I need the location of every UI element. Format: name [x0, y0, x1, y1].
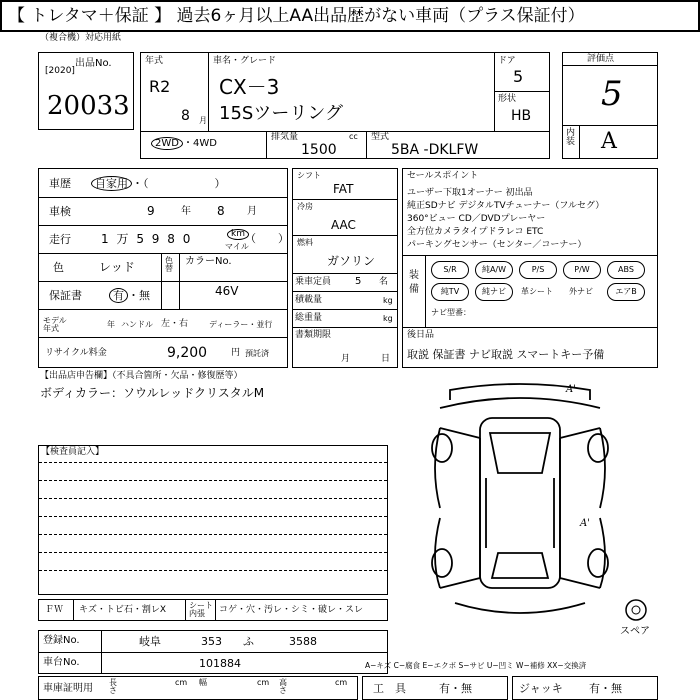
dealer-label: ディーラー・並行 [209, 320, 273, 329]
lot-year: [2020] [45, 66, 75, 76]
cert-length-unit: cm [175, 678, 188, 687]
docs-day-unit: 日 [381, 354, 391, 364]
model-name: CX－3 [219, 75, 280, 99]
recycle-label: リサイクル料金 [45, 348, 107, 358]
load-label: 積載量 [295, 295, 323, 305]
inspection-year: 9 [147, 204, 155, 218]
registration-box [38, 630, 388, 674]
color-change-label: 色替 [165, 256, 173, 273]
inspection-month: 8 [217, 204, 225, 218]
diagram-note-side: A' [580, 518, 590, 529]
displacement-unit: cc [349, 132, 358, 141]
handle-label: ハンドル [121, 320, 153, 329]
sales-line: パーキングセンサー（センター／コーナー） [407, 240, 587, 250]
equip-navi: 純ナビ [475, 283, 513, 301]
tools-box [362, 676, 508, 700]
lot-label: 出品No. [75, 58, 112, 69]
recycle-note: 預託済 [245, 349, 269, 358]
history-value: 自家用 ・（ ） [91, 178, 226, 189]
month-unit: 月 [199, 116, 207, 125]
era: R2 [149, 77, 171, 96]
equip-tv: 純TV [431, 283, 469, 301]
navi-model-label: ナビ型番： [431, 308, 471, 317]
capacity-label: 乗車定員 [295, 277, 332, 287]
displacement-label: 排気量 [271, 132, 299, 142]
shift-label: シフト [297, 171, 321, 180]
color-code: 46V [215, 284, 239, 298]
name-label: 車名・グレード [213, 56, 277, 66]
inspection-year-unit: 年 [181, 206, 191, 217]
shift-value: FAT [333, 182, 354, 196]
mileage-paren: （ ） [245, 232, 289, 245]
displacement: 1500 [301, 142, 337, 158]
after-items: 取説 保証書 ナビ取説 スマートキー予備 [407, 348, 605, 361]
load-unit: kg [383, 296, 393, 305]
sales-line: ユーザー下取1オーナー 初出品 [407, 188, 533, 198]
equip-leather: 革シート [521, 287, 553, 296]
damage-legend: A−キズ C−腐食 E−エクボ S−サビ U−凹ミ W−補修 XX−交換済 [365, 661, 587, 670]
warranty-has: 有 [109, 288, 128, 303]
lot-box [38, 52, 134, 130]
shape: HB [511, 108, 532, 124]
capacity-value: 5 [355, 276, 362, 287]
doors-label: ドア [498, 56, 516, 66]
header-title: 【 トレタマ＋保証 】 過去6ヶ月以上AA出品歴がない車両（プラス保証付） [8, 6, 585, 26]
doors: 5 [513, 67, 524, 86]
inspection-label: 車検 [49, 205, 71, 218]
equip-ext-navi: 外ナビ [569, 287, 593, 296]
sales-label: セールスポイント [407, 171, 479, 181]
seat-label: シート内張 [189, 601, 213, 618]
garage-cert-box [38, 676, 358, 700]
score-title: 評価点 [587, 54, 615, 64]
chassis-number: 101884 [199, 657, 241, 670]
equipment-label: 装備 [409, 270, 419, 295]
registration-number: 3588 [289, 635, 317, 648]
shape-label: 形状 [498, 94, 517, 104]
diagram-note-front: A' [566, 384, 576, 395]
docs-label: 書類期限 [295, 330, 332, 340]
equip-airbag: エアB [607, 283, 645, 301]
drive-2wd: 2WD [151, 137, 183, 150]
after-label: 後日品 [407, 330, 435, 340]
ac-label: 冷房 [297, 202, 313, 211]
mileage-value: 1 万 5 9 8 0 [101, 232, 193, 246]
jack-box [512, 676, 658, 700]
fuel-label: 燃料 [297, 238, 313, 247]
seller-notes-label: 【出品店申告欄】（不具合箇所・欠品・修復歴等） [40, 371, 243, 381]
model-year-unit: 年 [107, 320, 115, 329]
fw-text: キズ・トビ石・割レX [79, 605, 166, 615]
month: 8 [181, 108, 190, 124]
model-year-label: モデル年式 [43, 316, 67, 333]
form-subtitle: （複合機）対応用紙 [40, 33, 122, 43]
garage-cert-label: 車庫証明用 [43, 683, 93, 694]
ac-value: AAC [331, 218, 356, 232]
right-box [402, 168, 658, 368]
cert-width-unit: cm [257, 678, 270, 687]
vehicle-box [140, 52, 550, 159]
chassis-label: 車台No. [43, 657, 80, 668]
type-label: 型式 [371, 132, 390, 142]
handle-value: 左・右 [161, 319, 189, 329]
cert-height: 高さ [279, 678, 287, 695]
jack-label: ジャッキ [519, 682, 563, 695]
color-value: レッド [99, 260, 135, 274]
registration-label: 登録No. [43, 635, 80, 646]
inspector-label: 【検査員記入】 [41, 447, 105, 457]
recycle-amount: 9,200 [167, 345, 208, 361]
mileage-unit: km [227, 229, 249, 240]
equip-power-windows: P/W [563, 261, 601, 279]
mileage-unit2: マイル [225, 242, 249, 251]
model-type: 5BA -DKLFW [391, 142, 479, 158]
interior-label: 内装 [566, 128, 576, 147]
equip-abs: ABS [607, 261, 645, 279]
car-diagram [420, 378, 620, 628]
capacity-unit: 名 [379, 277, 389, 287]
equip-power-steering: P/S [519, 261, 557, 279]
seat-text: コゲ・穴・汚レ・シミ・破レ・スレ [219, 605, 364, 615]
score-box [562, 52, 658, 159]
warranty-value: 有 ・無 [109, 290, 150, 301]
sales-line: 360°ビュー CD／DVDプレーヤー [407, 214, 546, 224]
year-label: 年式 [145, 56, 164, 66]
details-box [38, 168, 288, 368]
sales-line: 全方位カメラタイプドラレコ ETC [407, 227, 544, 237]
equip-alloy-wheels: 純A/W [475, 261, 513, 279]
fuel-value: ガソリン [327, 254, 376, 268]
equip-sunroof: S/R [431, 261, 469, 279]
grade: 15Sツーリング [219, 103, 343, 124]
tools-value: 有・無 [439, 682, 472, 695]
cert-length: 長さ [109, 678, 117, 695]
interior-score: A [601, 129, 617, 154]
sales-line: 純正SDナビ デジタルTVチューナー（フルセグ） [407, 201, 605, 211]
body-color-note: ボディカラー：ソウルレッドクリスタルM [40, 386, 265, 400]
registration-class: 353 [201, 635, 222, 648]
header-banner [0, 0, 700, 32]
drive-4wd: ・4WD [182, 138, 217, 149]
inspection-month-unit: 月 [247, 206, 257, 217]
docs-month-unit: 月 [341, 354, 351, 364]
cert-height-unit: cm [335, 678, 348, 687]
drive-type [151, 139, 217, 149]
recycle-unit: 円 [231, 348, 241, 358]
tools-label: 工 具 [373, 682, 406, 695]
cert-width: 幅 [199, 678, 207, 687]
mileage-label: 走行 [49, 233, 71, 246]
lot-number: 20033 [47, 91, 130, 121]
registration-pref: 岐阜 [139, 635, 161, 648]
history-label: 車歴 [49, 177, 71, 190]
jack-value: 有・無 [589, 682, 622, 695]
weight-unit: kg [383, 314, 393, 323]
weight-label: 総重量 [295, 313, 323, 323]
fw-row [38, 599, 388, 621]
warranty-label: 保証書 [49, 289, 82, 302]
spare-tire-icon [624, 598, 648, 622]
spare-label: スペア [620, 626, 650, 637]
fw-label: ＦＷ [45, 605, 64, 615]
color-label: 色 [53, 261, 64, 274]
history-type: 自家用 [91, 176, 132, 191]
color-code-label: カラーNo. [185, 256, 232, 267]
mid-box [292, 168, 398, 368]
registration-kana: ふ [243, 635, 254, 648]
inspector-box [38, 445, 388, 595]
overall-score: 5 [601, 74, 623, 114]
sales-points [407, 185, 657, 250]
